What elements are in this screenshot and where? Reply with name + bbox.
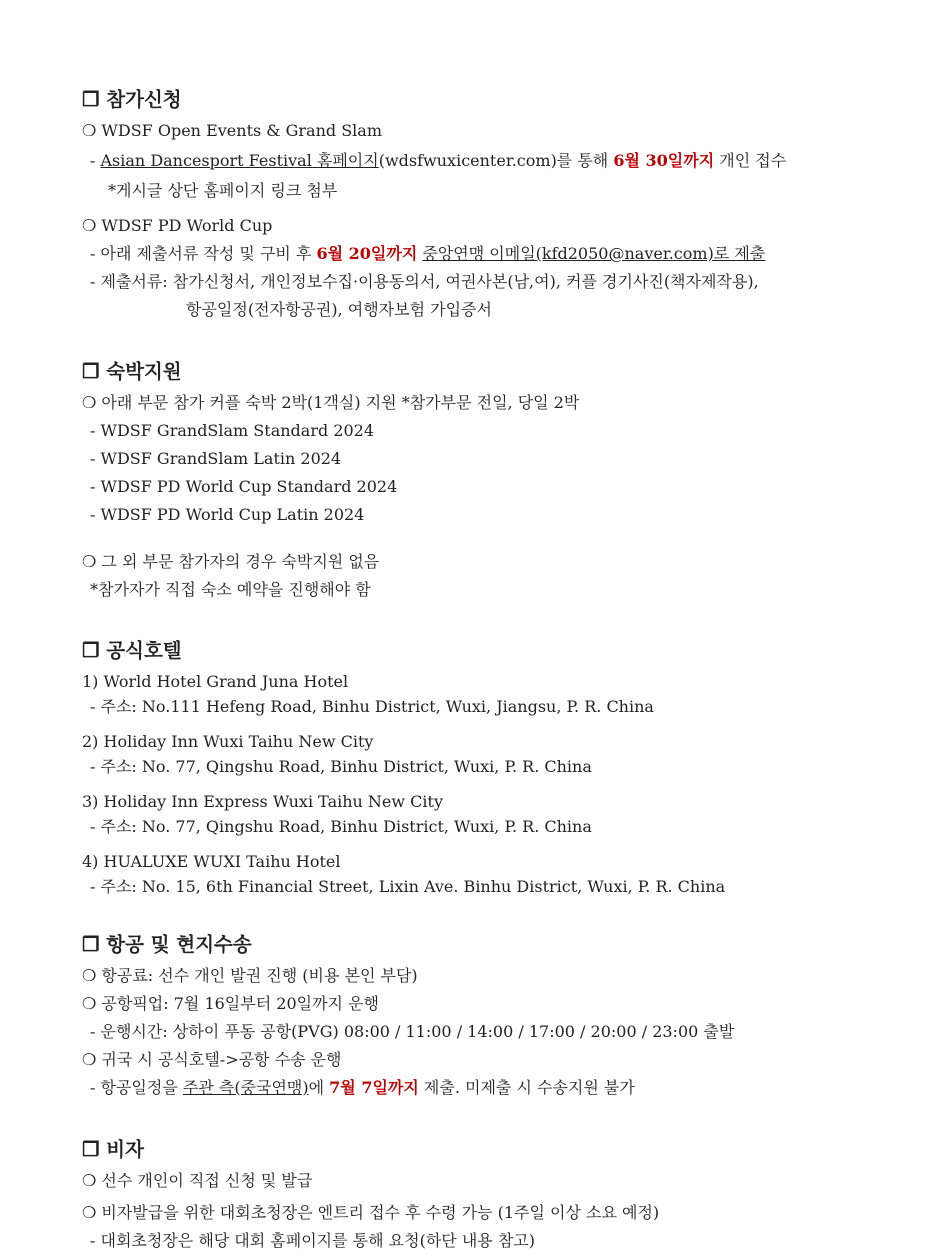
detail-invitation-request: - 대회초청장은 해당 대회 홈페이지를 통해 요청(하단 내용 참고) xyxy=(90,1231,535,1250)
bullet-accommodation-support: ❍ 아래 부문 참가 커플 숙박 2박(1객실) 지원 *참가부문 전일, 당일 2박 xyxy=(82,393,580,412)
hotel-name: 1) World Hotel Grand Juna Hotel xyxy=(82,672,349,691)
section-title-visa: ❐ 비자 xyxy=(82,1138,144,1161)
list-item: - WDSF GrandSlam Latin 2024 xyxy=(90,449,342,468)
bullet-return-transport: ❍ 귀국 시 공식호텔->공항 수송 운행 xyxy=(82,1050,342,1069)
detail-pickup-times: - 운행시간: 상하이 푸동 공항(PVG) 08:00 / 11:00 / 14:00 / 17:00 / 20:00 / 23:00 출발 xyxy=(90,1022,735,1041)
email-link[interactable]: 중앙연맹 이메일(kfd2050@naver.com)로 제출 xyxy=(422,244,766,263)
hotel-name: 3) Holiday Inn Express Wuxi Taihu New City xyxy=(82,792,444,811)
detail-documents: - 제출서류: 참가신청서, 개인정보수집·이용동의서, 여권사본(남,여), 커플 경기사진(책자제작용), xyxy=(90,272,759,291)
hotel-address: - 주소: No. 15, 6th Financial Street, Lixin Ave. Binhu District, Wuxi, P. R. China xyxy=(90,877,726,896)
deadline-july-7: 7월 7일까지 xyxy=(329,1078,419,1097)
section-title-registration: ❐ 참가신청 xyxy=(82,88,182,111)
hotel-name: 2) Holiday Inn Wuxi Taihu New City xyxy=(82,732,374,751)
hotel-address: - 주소: No. 77, Qingshu Road, Binhu District, Wuxi, P. R. China xyxy=(90,817,592,836)
bullet-pd-world-cup: ❍ WDSF PD World Cup xyxy=(82,216,273,235)
hotel-name: 4) HUALUXE WUXI Taihu Hotel xyxy=(82,852,341,871)
bullet-invitation-letter: ❍ 비자발급을 위한 대회초청장은 엔트리 접수 후 수령 가능 (1주일 이상 소요 예정) xyxy=(82,1203,660,1222)
hotel-address: - 주소: No.111 Hefeng Road, Binhu District, Wuxi, Jiangsu, P. R. China xyxy=(90,697,654,716)
bullet-airport-pickup: ❍ 공항픽업: 7월 16일부터 20일까지 운행 xyxy=(82,994,379,1013)
detail-documents-cont: 항공일정(전자항공권), 여행자보험 가입증서 xyxy=(186,300,492,319)
organizer-reference: 주관 측(중국연맹) xyxy=(182,1078,309,1097)
bullet-no-support: ❍ 그 외 부문 참가자의 경우 숙박지원 없음 xyxy=(82,552,380,571)
detail-email-submission: - 아래 제출서류 작성 및 구비 후 6월 20일까지 중앙연맹 이메일(kfd2050@naver.com)로 제출 xyxy=(90,244,766,263)
hotel-address: - 주소: No. 77, Qingshu Road, Binhu District, Wuxi, P. R. China xyxy=(90,757,592,776)
section-title-accommodation: ❐ 숙박지원 xyxy=(82,360,182,383)
deadline-june-30: 6월 30일까지 xyxy=(613,151,715,170)
deadline-june-20: 6월 20일까지 xyxy=(316,244,418,263)
list-item: - WDSF GrandSlam Standard 2024 xyxy=(90,421,375,440)
list-item: - WDSF PD World Cup Standard 2024 xyxy=(90,477,398,496)
detail-registration-link: - Asian Dancesport Festival 홈페이지(wdsfwuxicenter.com)를 통해 6월 30일까지 개인 접수 xyxy=(90,151,787,170)
homepage-link[interactable]: Asian Dancesport Festival 홈페이지 xyxy=(100,151,379,170)
note-self-booking: *참가자가 직접 숙소 예약을 진행해야 함 xyxy=(90,580,371,599)
detail-flight-submission: - 항공일정을 주관 측(중국연맹)에 7월 7일까지 제출. 미제출 시 수송지원 불가 xyxy=(90,1078,635,1097)
note-homepage-link: *게시글 상단 홈페이지 링크 첨부 xyxy=(108,181,338,200)
section-title-transport: ❐ 항공 및 현지수송 xyxy=(82,933,252,956)
bullet-open-events: ❍ WDSF Open Events & Grand Slam xyxy=(82,121,383,140)
bullet-airfare: ❍ 항공료: 선수 개인 발권 진행 (비용 본인 부담) xyxy=(82,966,418,985)
list-item: - WDSF PD World Cup Latin 2024 xyxy=(90,505,365,524)
section-title-hotels: ❐ 공식호텔 xyxy=(82,639,182,662)
bullet-visa-self: ❍ 선수 개인이 직접 신청 및 발급 xyxy=(82,1171,313,1190)
